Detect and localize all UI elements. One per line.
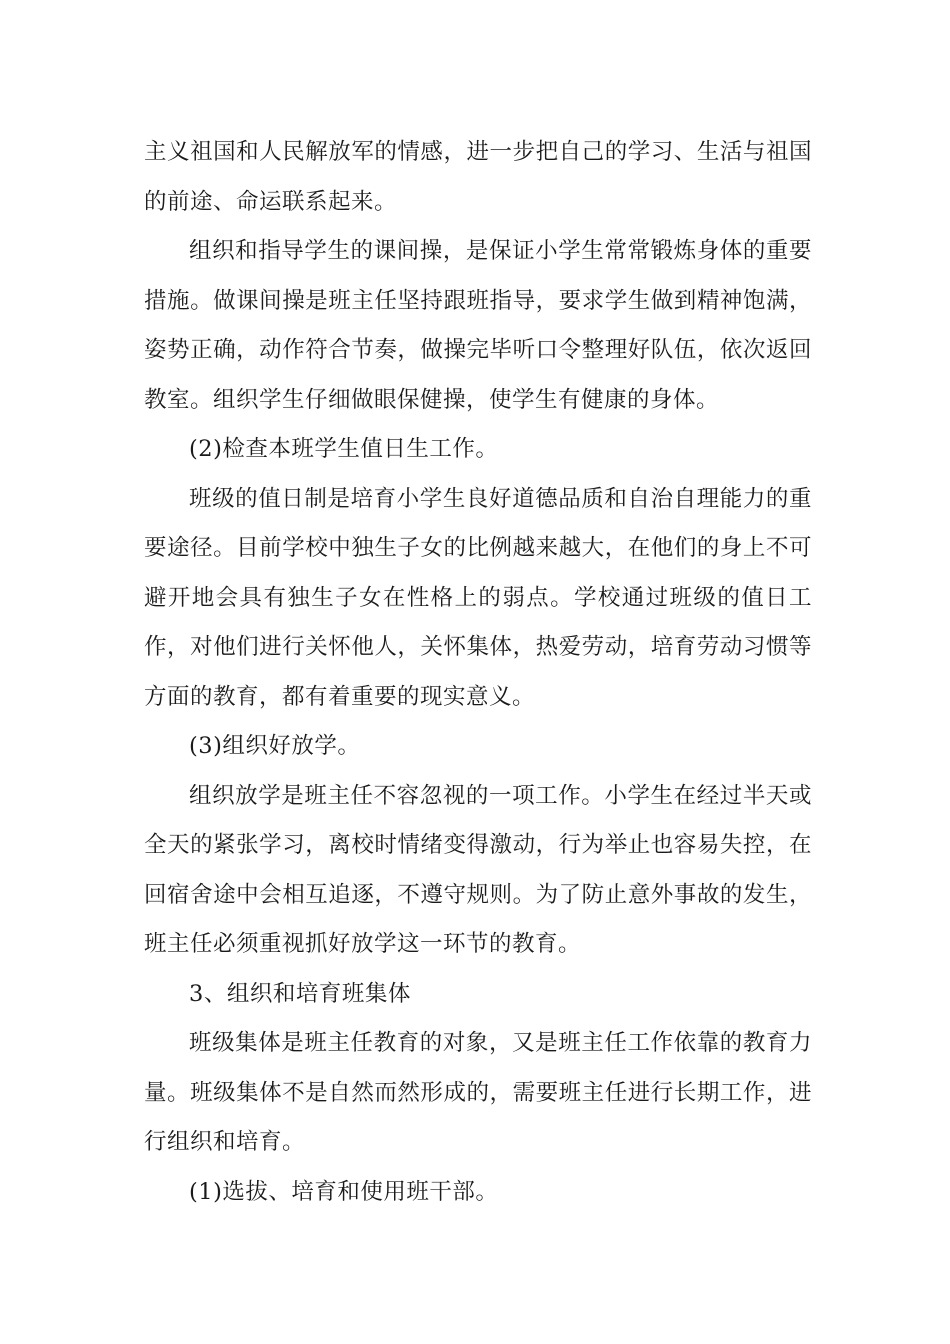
paragraph-continuation: 主义祖国和人民解放军的情感，进一步把自己的学习、生活与祖国的前途、命运联系起来。 (144, 139, 812, 215)
document-body (144, 128, 812, 1217)
paragraph-duty-system: 班级的值日制是培育小学生良好道德品质和自治自理能力的重要途径。目前学校中独生子女的比例越来越大，在他们的身上不可避开地会具有独生子女在性格上的弱点。学校通过班级的值日工作，对他们进行关怀他人，关怀集体，热爱劳动，培育劳动习惯等方面的教育，都有着重要的现实意义。 (144, 485, 812, 710)
subheading-class-cadres: (1)选拔、培育和使用班干部。 (189, 1178, 499, 1205)
paragraph-dismissal: 组织放学是班主任不容忽视的一项工作。小学生在经过半天或全天的紧张学习，离校时情绪变得激动，行为举止也容易失控，在回宿舍途中会相互追逐，不遵守规则。为了防止意外事故的发生，班主任必须重视抓好放学这一环节的教育。 (144, 782, 812, 957)
subheading-duty-check: (2)检查本班学生值日生工作。 (189, 436, 499, 462)
paragraph-class-collective: 班级集体是班主任教育的对象，又是班主任工作依靠的教育力量。班级集体不是自然而然形成的，需要班主任进行长期工作，进行组织和培育。 (144, 1030, 812, 1155)
paragraph-exercise: 组织和指导学生的课间操，是保证小学生常常锻炼身体的重要措施。做课间操是班主任坚持跟班指导，要求学生做到精神饱满，姿势正确，动作符合节奏，做操完毕听口令整理好队伍，依次返回教室。组织学生仔细做眼保健操，使学生有健康的身体。 (144, 238, 812, 413)
section-heading-class-collective: 3、组织和培育班集体 (189, 980, 411, 1007)
subheading-dismissal: (3)组织好放学。 (189, 733, 361, 759)
